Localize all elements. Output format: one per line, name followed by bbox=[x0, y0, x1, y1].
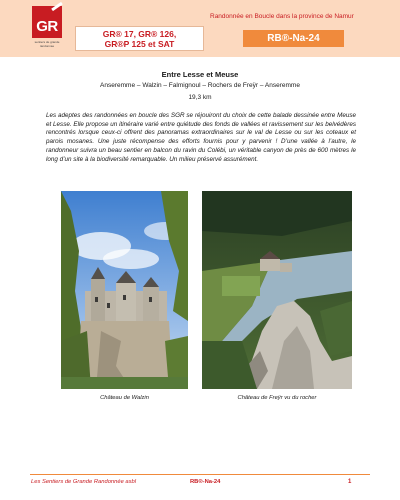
gr-trails-line2: GR®P 125 et SAT bbox=[104, 39, 175, 49]
gr-trails-line1: GR® 17, GR® 126, bbox=[102, 29, 177, 39]
footer-code: RB®-Na-24 bbox=[190, 479, 221, 485]
rock-view-photo bbox=[202, 191, 352, 389]
logo-subtext: sentiers de grande randonnée bbox=[34, 40, 60, 48]
page-header bbox=[0, 0, 400, 57]
header-title: Randonnée en Boucle dans la province de Namur bbox=[210, 13, 354, 20]
castle-photo bbox=[61, 191, 188, 389]
intro-paragraph: Les adeptes des randonnées en boucle des SGR se réjouiront du choix de cette balade dessinée entre Meuse et Lesse. Elle propose un itinéraire varié entre quiétude des fonds de vallées et ravissement sur les belvédères rencontrés lorsque ceux-ci offrent des panoramas extraordinaires sur le val de Lesse ou sur les coteaux et parois mosanes. Une juste récompense des efforts fournis pour y parvenir ! D’une vallée à l’autre, le randonneur suivra un beau sentier en balcon du ravin du Colébi, un véritable canyon de près de 600 mètres le long d’un site à la biodiversité remarquable. Un milieu préservé assurément. bbox=[46, 112, 356, 163]
footer-divider bbox=[30, 474, 370, 475]
footer-org: Les Sentiers de Grande Randonnée asbl bbox=[31, 479, 137, 485]
route-description: Anseremme – Walzin – Falmignoul – Rochers de Freÿr – Anseremme bbox=[100, 82, 300, 89]
gr-trails-box bbox=[75, 26, 204, 51]
rb-code-badge: RB®-Na-24 bbox=[243, 30, 344, 47]
photo-caption: Château de Freÿr vu du rocher bbox=[237, 395, 317, 401]
photo-caption: Château de Walzin bbox=[100, 395, 149, 401]
distance: 19,3 km bbox=[188, 94, 212, 101]
page-number: 1 bbox=[348, 479, 352, 485]
gr-logo bbox=[32, 6, 62, 54]
logo-text: GR bbox=[36, 18, 58, 35]
page-title: Entre Lesse et Meuse bbox=[161, 70, 239, 79]
